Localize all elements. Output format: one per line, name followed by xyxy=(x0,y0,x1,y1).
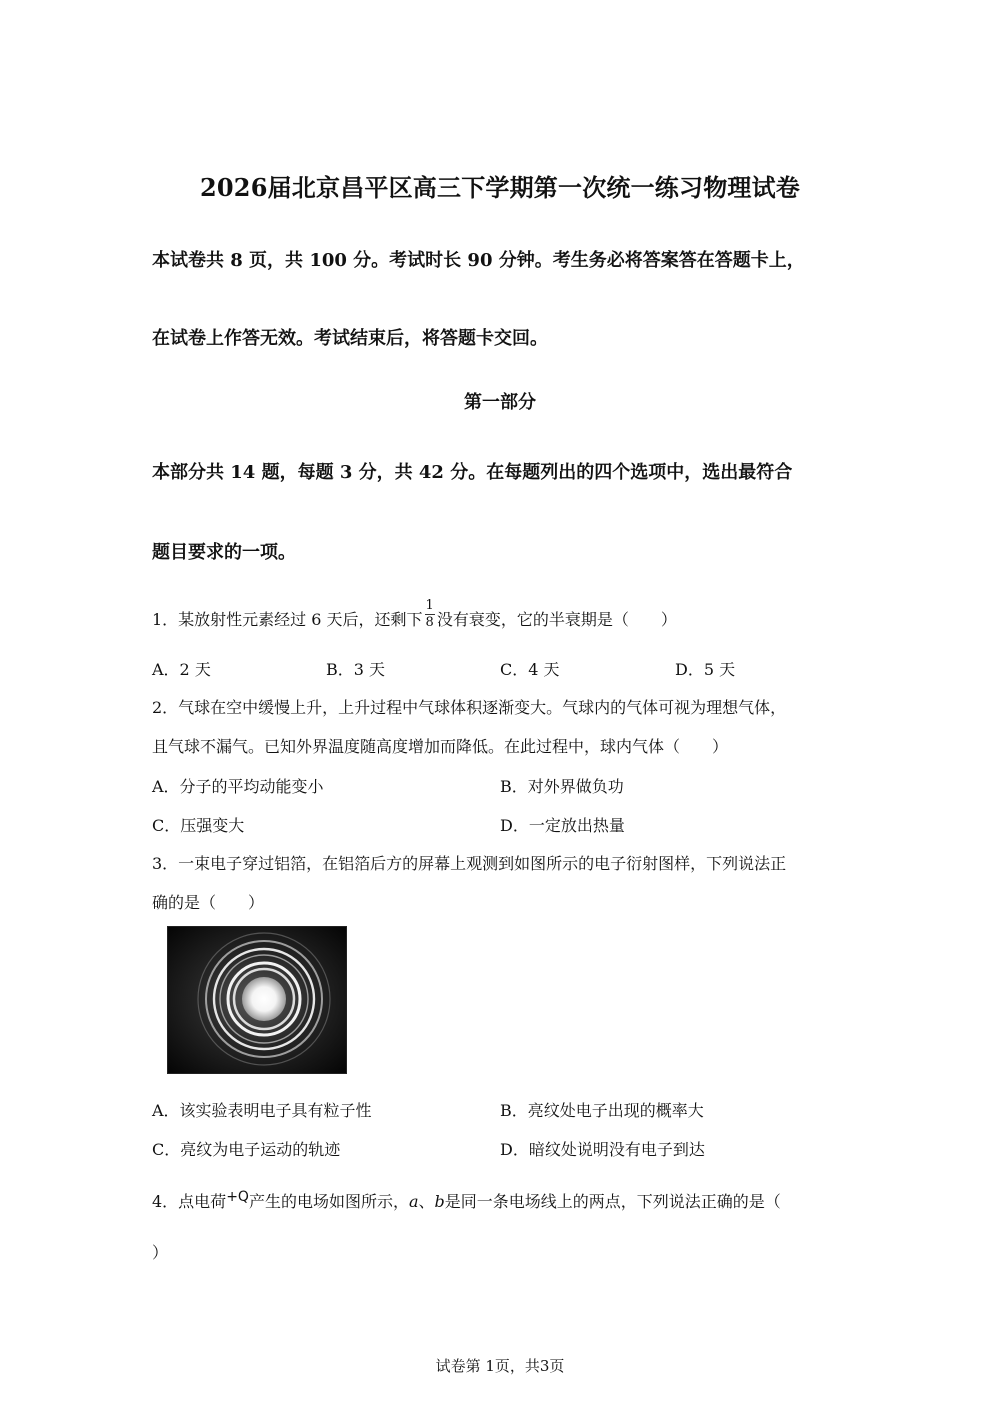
question-4-line-1 xyxy=(152,1189,781,1212)
instructions-line-2: 在试卷上作答无效。考试结束后，将答题卡交回。 xyxy=(152,328,548,349)
question-3-option-c[interactable]: C．亮纹为电子运动的轨迹 xyxy=(152,1140,341,1159)
fraction-numerator: 1 xyxy=(425,598,434,613)
point-b-label: b xyxy=(434,1192,445,1211)
question-2-line-2: 且气球不漏气。已知外界温度随高度增加而降低。在此过程中，球内气体（ ） xyxy=(152,737,729,756)
question-4-text-mid: 产生的电场如图所示， xyxy=(248,1192,409,1211)
question-1-option-a[interactable]: A．2 天 xyxy=(152,660,211,679)
question-1-text-post: 没有衰变，它的半衰期是（ ） xyxy=(436,610,677,629)
question-1-option-b[interactable]: B．3 天 xyxy=(326,660,386,679)
page-title: 2026届北京昌平区高三下学期第一次统一练习物理试卷 xyxy=(200,173,800,202)
question-1-option-c[interactable]: C．4 天 xyxy=(500,660,560,679)
part-title: 第一部分 xyxy=(464,392,536,413)
question-3-line-1: 3．一束电子穿过铝箔，在铝箔后方的屏幕上观测到如图所示的电子衍射图样，下列说法正 xyxy=(152,854,787,873)
question-4-text-pre: 4．点电荷 xyxy=(152,1192,227,1211)
fraction xyxy=(425,598,435,631)
question-3-option-d[interactable]: D．暗纹处说明没有电子到达 xyxy=(500,1140,705,1159)
fraction-denominator: 8 xyxy=(425,615,434,630)
question-2-option-b[interactable]: B．对外界做负功 xyxy=(500,777,624,796)
charge-symbol: +Q xyxy=(226,1189,249,1205)
question-2-option-d[interactable]: D．一定放出热量 xyxy=(500,816,625,835)
electron-diffraction-image xyxy=(167,926,347,1074)
question-2-line-1: 2．气球在空中缓慢上升，上升过程中气球体积逐渐变大。气球内的气体可视为理想气体， xyxy=(152,698,787,717)
question-4-text-post: 是同一条电场线上的两点，下列说法正确的是（ xyxy=(444,1192,781,1211)
separator: 、 xyxy=(418,1192,435,1211)
page-footer: 试卷第 1页，共3页 xyxy=(435,1357,565,1375)
point-a-label: a xyxy=(408,1192,419,1211)
question-1-text-pre: 1．某放射性元素经过 6 天后，还剩下 xyxy=(152,610,423,629)
question-4-line-2: ） xyxy=(152,1243,169,1262)
question-1-option-d[interactable]: D．5 天 xyxy=(675,660,736,679)
part-description-line-2: 题目要求的一项。 xyxy=(152,542,296,563)
question-2-option-c[interactable]: C．压强变大 xyxy=(152,816,245,835)
question-3-option-b[interactable]: B．亮纹处电子出现的概率大 xyxy=(500,1101,704,1120)
question-2-option-a[interactable]: A．分子的平均动能变小 xyxy=(152,777,324,796)
part-description-line-1: 本部分共 14 题，每题 3 分，共 42 分。在每题列出的四个选项中，选出最符合 xyxy=(152,462,793,483)
question-1-stem xyxy=(152,598,677,637)
question-3-line-2: 确的是（ ） xyxy=(152,893,265,912)
question-3-option-a[interactable]: A．该实验表明电子具有粒子性 xyxy=(152,1101,372,1120)
instructions-line-1: 本试卷共 8 页，共 100 分。考试时长 90 分钟。考生务必将答案答在答题卡上， xyxy=(152,250,805,271)
